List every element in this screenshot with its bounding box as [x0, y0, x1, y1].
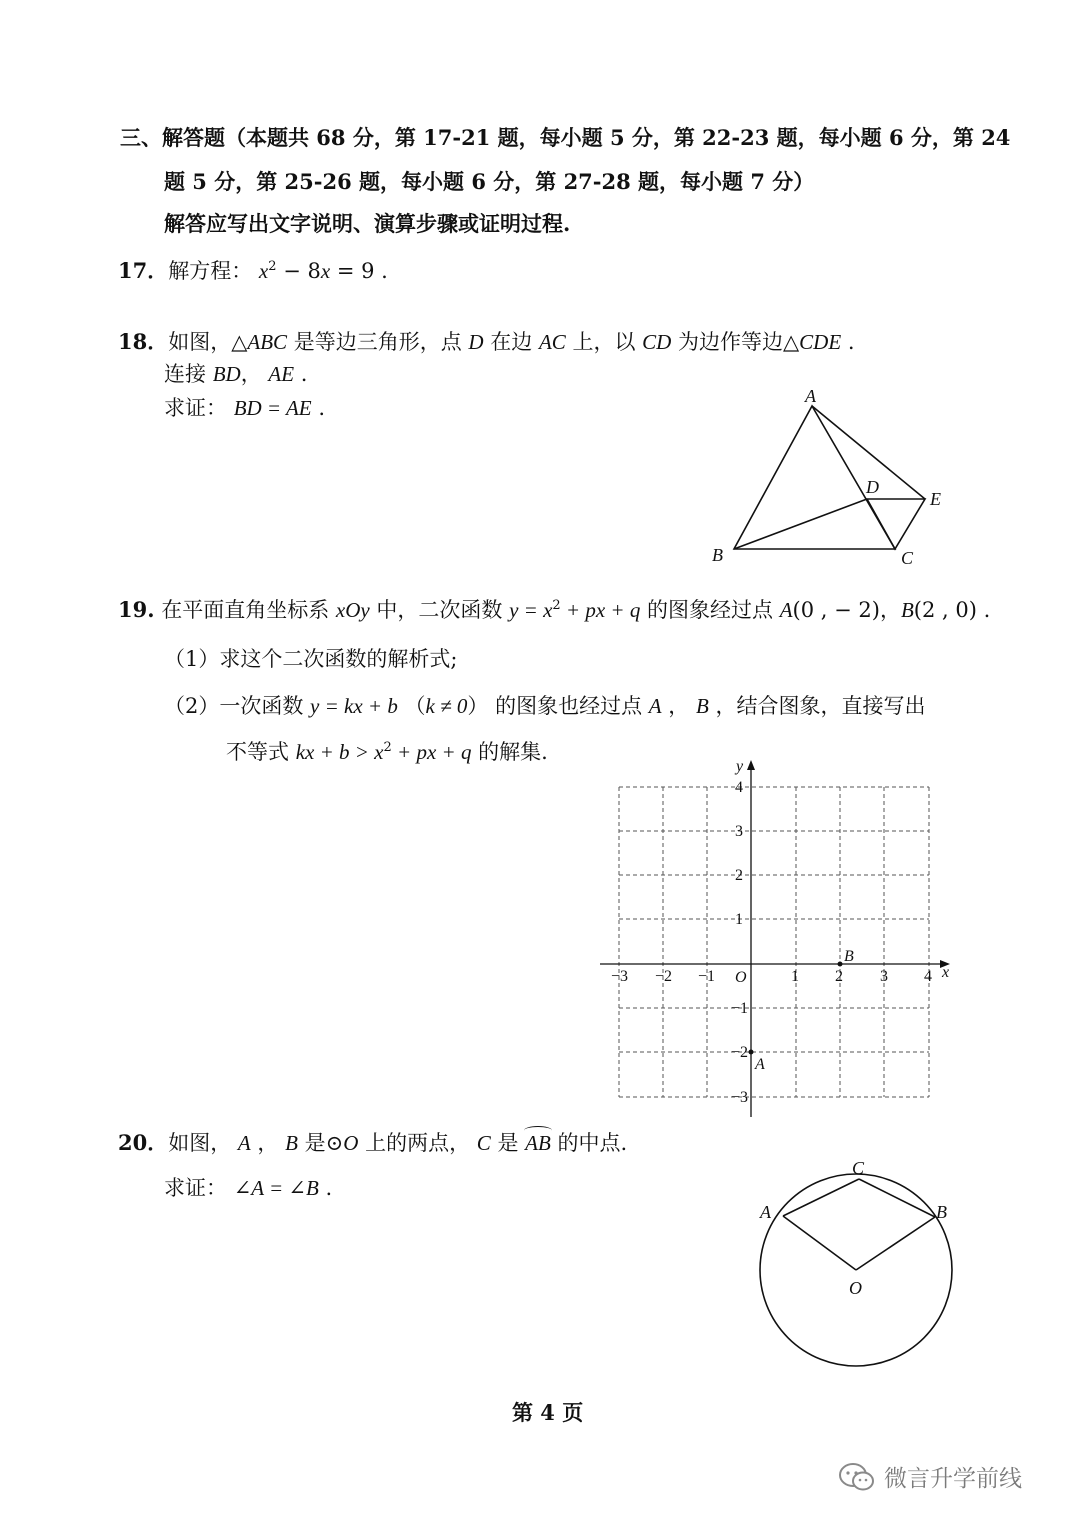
question-18-line1: 18．如图，△ABC 是等边三角形，点 D 在边 AC 上，以 CD 为边作等边△CDE .: [118, 329, 855, 354]
label-b: B: [712, 545, 723, 565]
question-20-line1: 20．如图， A ， B 是⊙O 上的两点， C 是 AB 的中点.: [118, 1130, 628, 1155]
x-tick: 4: [924, 968, 932, 985]
label-c: C: [852, 1158, 865, 1178]
triangle-cde: [867, 499, 925, 549]
x-tick: −1: [698, 968, 716, 985]
section-header-line2: 题 5 分，第 25-26 题，每小题 6 分，第 27-28 题，每小题 7 分）: [164, 169, 815, 194]
segment-bo: [856, 1217, 935, 1270]
question-number: 17．: [118, 258, 169, 283]
section-header-line1: 三、解答题（本题共 68 分，第 17-21 题，每小题 5 分，第 22-23 题，每小题 6 分，第 24: [120, 125, 1011, 150]
page-number: 第 4 页: [512, 1400, 584, 1425]
y-tick: 2: [735, 867, 743, 884]
label-a: A: [805, 386, 816, 406]
x-axis-label: x: [942, 964, 950, 981]
y-tick: 4: [735, 779, 743, 796]
segment-ao: [783, 1216, 856, 1270]
y-tick: −1: [731, 1000, 749, 1017]
segment-bd: [734, 499, 867, 549]
section-header-line3: 解答应写出文字说明、演算步骤或证明过程.: [164, 211, 571, 236]
question-number: 20．: [118, 1130, 169, 1155]
x-tick: −2: [655, 968, 673, 985]
x-tick: 3: [880, 968, 888, 985]
equation: $x^2 - 8x = 9$ .: [258, 259, 388, 283]
question-18-line2: 连接 BD， AE .: [164, 362, 308, 386]
y-tick: 1: [735, 911, 743, 928]
x-tick: −3: [611, 968, 629, 985]
label-c: C: [901, 548, 914, 568]
x-tick: 1: [791, 968, 799, 985]
arc-ab: AB: [525, 1131, 551, 1155]
question-number: 19.: [118, 597, 155, 622]
label-a: A: [760, 1202, 771, 1222]
watermark: [838, 1460, 1022, 1493]
question-text: 解方程：: [168, 259, 253, 283]
y-tick: −3: [731, 1089, 749, 1106]
label-b: B: [936, 1202, 947, 1222]
triangle-figure: [700, 380, 960, 570]
label-d: D: [866, 477, 879, 497]
question-19-part2-line1: （2）一次函数 y = kx + b （k ≠ 0） 的图象也经过点 A ， B ，结合图象，直接写出: [164, 694, 926, 718]
origin-label: O: [735, 969, 747, 986]
question-20-line2: 求证： ∠A = ∠B .: [164, 1176, 333, 1200]
segment-ac: [783, 1179, 859, 1216]
question-19-line1: 19. 在平面直角坐标系 xOy 中，二次函数 $y = x^2$ + px + q 的图象经过点 A(0 , − 2)，B(2 , 0) .: [118, 597, 991, 622]
point-b: [838, 962, 843, 967]
question-17: [118, 255, 388, 285]
question-18-line3: 求证： BD = AE .: [164, 396, 325, 420]
watermark-text: 微言升学前线: [884, 1466, 1022, 1492]
segment-cb: [859, 1179, 935, 1217]
wechat-icon: [838, 1461, 876, 1493]
point-a: [749, 1050, 754, 1055]
x-tick: 2: [835, 968, 843, 985]
label-e: E: [930, 489, 941, 509]
point-b-label: B: [844, 948, 854, 965]
y-axis-label: y: [736, 758, 744, 775]
grid-lines: [619, 787, 929, 1097]
y-tick: 3: [735, 823, 743, 840]
label-o: O: [849, 1278, 862, 1298]
question-19-part2-line2: 不等式 kx + $b > x^2$ + px + q 的解集.: [226, 740, 548, 764]
question-19-part1: （1）求这个二次函数的解析式;: [164, 647, 458, 671]
point-a-label: A: [755, 1056, 765, 1073]
y-tick: −2: [731, 1044, 749, 1061]
coordinate-grid: [590, 755, 960, 1125]
question-number: 18．: [118, 329, 169, 354]
circle-figure: [740, 1150, 980, 1380]
